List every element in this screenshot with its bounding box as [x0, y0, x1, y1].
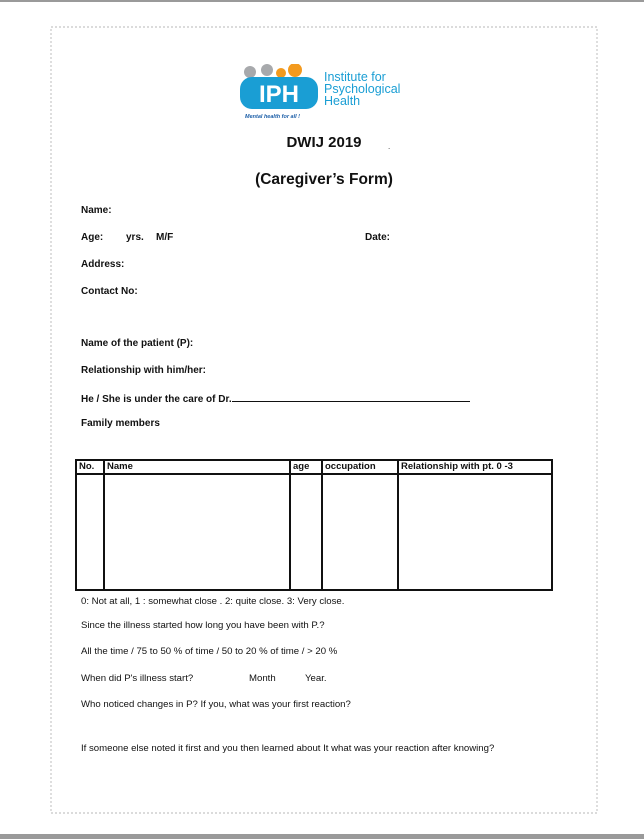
relationship-label: Relationship with him/her: — [81, 365, 207, 376]
column-header-no: No. — [76, 460, 104, 474]
year-label: Year. — [305, 673, 327, 684]
svg-text:IPH: IPH — [258, 81, 300, 108]
age-label: Age: — [81, 232, 104, 243]
noticed-question: Who noticed changes in P? If you, what was your first reaction? — [81, 699, 351, 710]
column-header-occupation: occupation — [322, 460, 398, 474]
name-label: Name: — [81, 205, 112, 216]
top-rule — [0, 0, 644, 2]
bottom-rule — [0, 834, 644, 839]
table-cell-name[interactable] — [104, 474, 290, 590]
logo-name-line-2: Psychological — [324, 82, 401, 96]
patient-name-label: Name of the patient (P): — [81, 338, 194, 349]
column-header-age: age — [290, 460, 322, 474]
care-of-label: He / She is under the care of Dr. — [81, 394, 232, 405]
decorative-dot: . — [388, 142, 391, 151]
duration-options: All the time / 75 to 50 % of time / 50 to 20 % of time / > 20 % — [81, 646, 338, 657]
address-label: Address: — [81, 259, 125, 270]
duration-question: Since the illness started how long you have been with P.? — [81, 620, 325, 631]
table-header-row — [76, 460, 552, 474]
column-header-name: Name — [104, 460, 290, 474]
table-row — [76, 474, 552, 590]
reaction-question: If someone else noted it first and you then learned about It what was your reaction after knowing? — [81, 743, 495, 754]
contact-label: Contact No: — [81, 286, 138, 297]
sex-label: M/F — [156, 232, 174, 243]
table-cell-no[interactable] — [76, 474, 104, 590]
doctor-name-blank — [232, 392, 470, 402]
family-members-label: Family members — [81, 418, 160, 429]
yrs-label: yrs. — [126, 232, 144, 243]
table-cell-age[interactable] — [290, 474, 322, 590]
logo-tagline: Mental health for all ! — [245, 114, 301, 120]
family-members-table — [75, 459, 553, 591]
form-title: DWIJ 2019 — [286, 134, 362, 151]
month-label: Month — [249, 673, 276, 684]
table-cell-relationship[interactable] — [398, 474, 552, 590]
logo-name-line-3: Health — [324, 94, 361, 108]
logo-name-line-1: Institute for — [324, 70, 386, 84]
logo-name — [324, 71, 400, 107]
column-header-relationship: Relationship with pt. 0 -3 — [398, 460, 552, 474]
document-page — [50, 26, 598, 814]
date-label: Date: — [365, 232, 391, 243]
form-subtitle: (Caregiver’s Form) — [255, 171, 393, 188]
closeness-scale: 0: Not at all, 1 : somewhat close . 2: quite close. 3: Very close. — [81, 596, 345, 607]
care-of-line — [81, 392, 470, 405]
onset-question: When did P's illness start? — [81, 673, 194, 684]
table-cell-occupation[interactable] — [322, 474, 398, 590]
